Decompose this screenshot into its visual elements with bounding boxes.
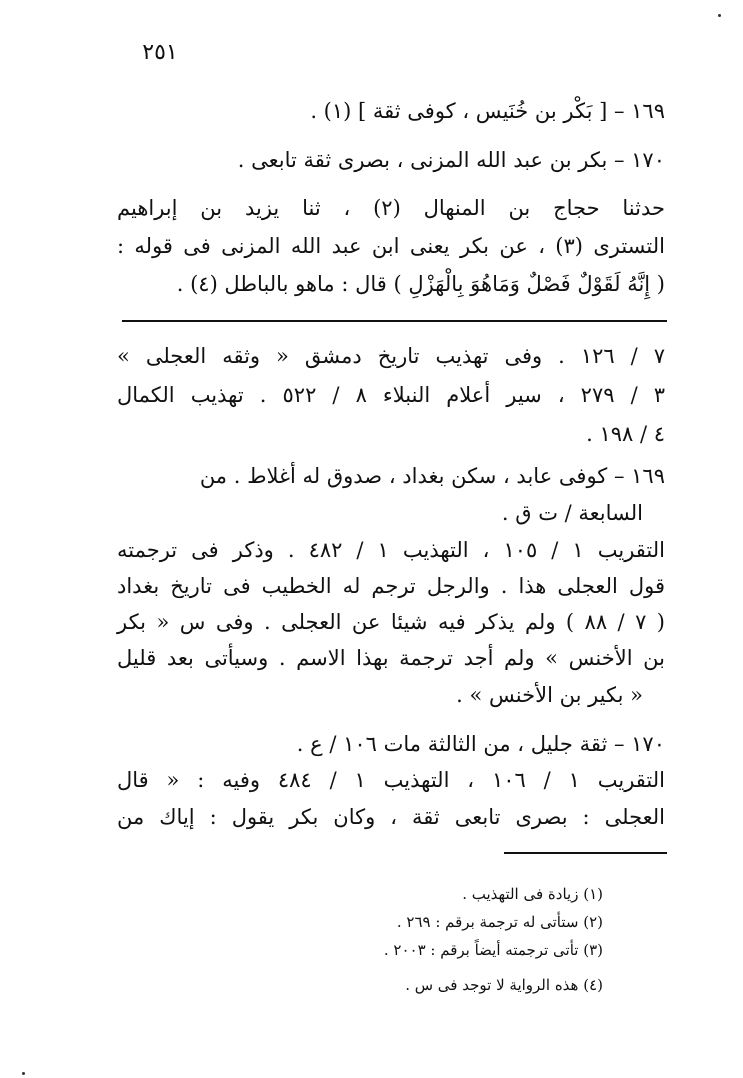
note-line: ٤ / ١٩٨ . [586,422,665,446]
editorial-notes [95,0,665,840]
footnote-rule [504,852,667,854]
note-line: العجلى : بصرى تابعى ثقة ، وكان بكر يقول : إياك من [117,805,665,829]
note-line: ٧ / ١٢٦ . وفى تهذيب تاريخ دمشق « وثقه العجلى » [117,344,665,368]
note-line: ٣ / ٢٧٩ ، سير أعلام النبلاء ٨ / ٥٢٢ . تهذيب الكمال [117,383,665,407]
note-line: « بكير بن الأخنس » . [456,683,643,707]
note-entry-169: ١٦٩ – كوفى عابد ، سكن بغداد ، صدوق له أغلاط . من [199,464,665,488]
footnote-2: (٢) ستأتى له ترجمة برقم : ٢٦٩ . [396,913,603,931]
narration-line: التسترى (٣) ، عن بكر يعنى ابن عبد الله المزنى فى قوله : [117,234,665,258]
note-line: السابعة / ت ق . [501,501,643,525]
entry-170-line: ١٧٠ – بكر بن عبد الله المزنى ، بصرى ثقة تابعى . [237,148,665,172]
note-line: التقريب ١ / ١٠٦ ، التهذيب ١ / ٤٨٤ وفيه : « قال [117,768,665,792]
page-number: ٢٥١ [142,40,178,65]
narration-line: حدثنا حجاج بن المنهال (٢) ، ثنا يزيد بن إبراهيم [117,196,665,220]
note-entry-170: ١٧٠ – ثقة جليل ، من الثالثة مات ١٠٦ / ع . [296,732,665,756]
note-line: التقريب ١ / ١٠٥ ، التهذيب ١ / ٤٨٢ . وذكر فى ترجمته [117,538,665,562]
note-line: بن الأخنس » ولم أجد ترجمة بهذا الاسم . وسيأتى بعد قليل [117,646,665,670]
footnote-4: (٤) هذه الرواية لا توجد فى س . [405,976,603,994]
footnote-3: (٣) تأتى ترجمته أيضاً برقم : ٢٠٠٣ . [383,941,603,959]
scan-speck [22,1072,25,1075]
note-line: ( ٧ / ٨٨ ) ولم يذكر فيه شيئا عن العجلى . وفى س « بكر [117,610,665,634]
note-line: قول العجلى هذا . والرجل ترجم له الخطيب فى تاريخ بغداد [117,574,665,598]
footnote-1: (١) زيادة فى التهذيب . [462,885,603,903]
entry-169-line: ١٦٩ – [ بَكْر بن خُنَيس ، كوفى ثقة ] (١) . [310,99,665,123]
quran-quote-line: ( إِنَّهُ لَقَوْلٌ فَصْلٌ وَمَاهُوَ بِالْهَزْلِ ) قال : ماهو بالباطل (٤) . [176,272,665,296]
scan-speck [718,14,721,17]
